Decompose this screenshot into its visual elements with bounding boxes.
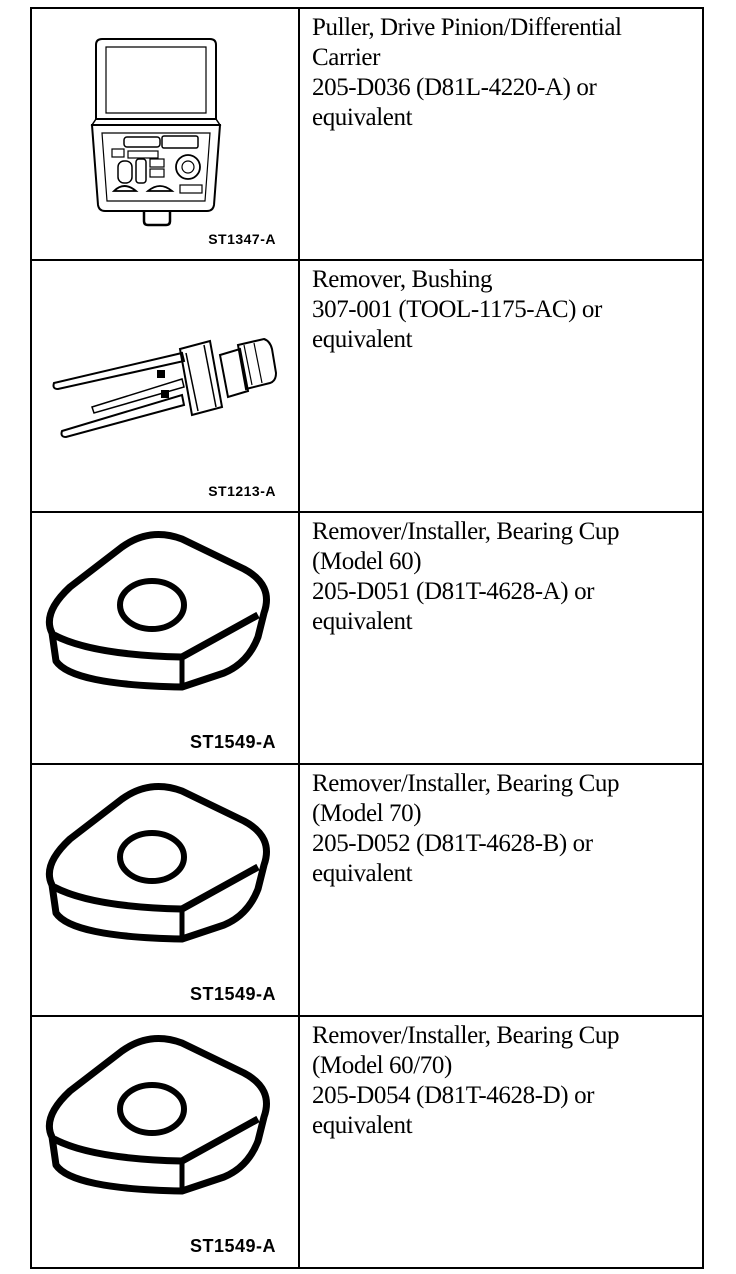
tool-image-cell — [31, 8, 299, 260]
tool-name: Remover/Installer, Bearing Cup — [312, 1022, 620, 1049]
tool-name-cont: Carrier — [312, 44, 380, 71]
tool-part-number: 205-D052 (D81T-4628-B) or — [312, 830, 593, 857]
tool-row — [31, 8, 703, 260]
bearing-cup-installer-icon — [32, 513, 300, 763]
tool-model: (Model 60/70) — [312, 1052, 452, 1079]
tool-part-number: 205-D051 (D81T-4628-A) or — [312, 578, 595, 605]
tool-image-cell — [31, 764, 299, 1016]
tool-case-icon — [32, 9, 300, 259]
tool-description-cell — [299, 1016, 703, 1268]
tool-image-cell — [31, 512, 299, 764]
bearing-cup-installer-icon — [32, 1017, 300, 1267]
special-tools-table — [30, 7, 704, 1269]
tool-equivalent: equivalent — [312, 860, 413, 887]
tool-model: (Model 60) — [312, 548, 422, 575]
tool-description-cell — [299, 8, 703, 260]
tool-part-number: 307-001 (TOOL-1175-AC) or — [312, 296, 602, 323]
tool-name: Remover, Bushing — [312, 266, 493, 293]
tool-description-cell — [299, 512, 703, 764]
tool-description-cell — [299, 764, 703, 1016]
bearing-cup-installer-icon — [32, 765, 300, 1015]
tool-row — [31, 1016, 703, 1268]
tool-image-cell — [31, 1016, 299, 1268]
tool-name: Puller, Drive Pinion/Differential — [312, 14, 622, 41]
tool-name: Remover/Installer, Bearing Cup — [312, 770, 620, 797]
tool-description-cell — [299, 260, 703, 512]
tool-name: Remover/Installer, Bearing Cup — [312, 518, 620, 545]
tool-image-cell — [31, 260, 299, 512]
illustration-code: ST1347-A — [208, 231, 276, 247]
tool-row — [31, 764, 703, 1016]
tool-row — [31, 512, 703, 764]
tool-part-number: 205-D036 (D81L-4220-A) or — [312, 74, 597, 101]
illustration-code: ST1549-A — [189, 1236, 276, 1256]
tool-equivalent: equivalent — [312, 1112, 413, 1139]
illustration-code: ST1549-A — [189, 984, 276, 1004]
tool-model: (Model 70) — [312, 800, 422, 827]
tool-row — [31, 260, 703, 512]
tool-equivalent: equivalent — [312, 326, 413, 353]
illustration-code: ST1549-A — [189, 732, 276, 752]
illustration-code: ST1213-A — [208, 483, 276, 499]
bushing-remover-icon — [32, 261, 300, 511]
tool-part-number: 205-D054 (D81T-4628-D) or — [312, 1082, 595, 1109]
tool-equivalent: equivalent — [312, 608, 413, 635]
tool-equivalent: equivalent — [312, 104, 413, 131]
